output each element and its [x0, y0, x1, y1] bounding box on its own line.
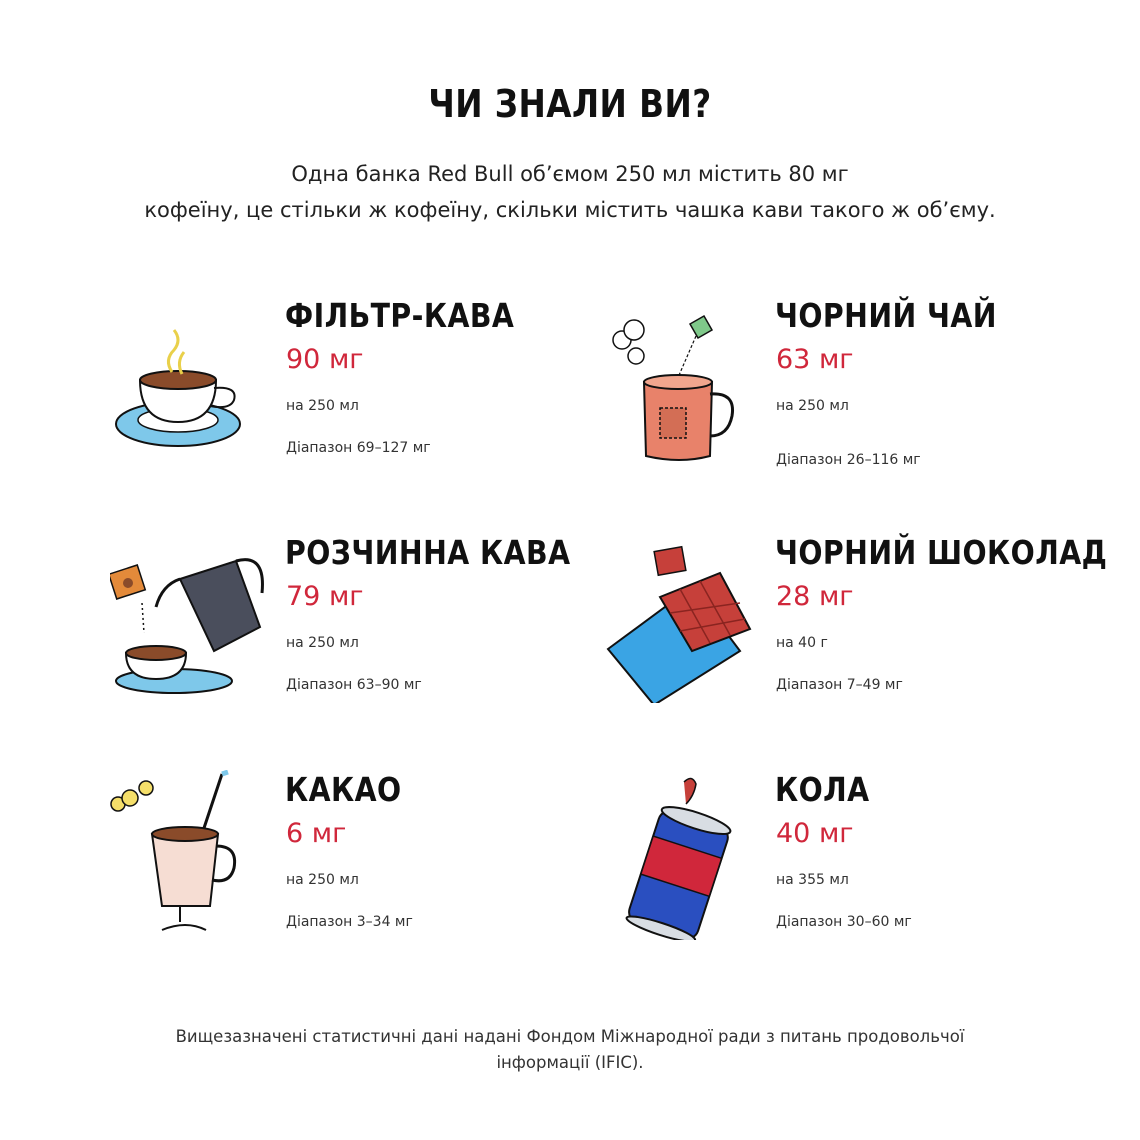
coffee-cup-icon — [110, 296, 280, 466]
cocoa-glass-icon — [110, 770, 280, 940]
item-name: ЧОРНИЙ ШОКОЛАД — [775, 533, 1108, 572]
item-amount: 63 мг — [776, 344, 854, 375]
page-title: ЧИ ЗНАЛИ ВИ? — [428, 82, 712, 126]
cola-can-icon — [600, 770, 770, 940]
item-serving: на 250 мл — [286, 635, 359, 651]
item-filter-coffee — [110, 296, 610, 506]
item-amount: 79 мг — [286, 581, 364, 612]
intro-line-1: Одна банка Red Bull об’ємом 250 мл містить 80 мг — [291, 162, 849, 186]
item-name: ЧОРНИЙ ЧАЙ — [775, 296, 997, 335]
item-serving: на 40 г — [776, 635, 828, 651]
item-amount: 28 мг — [776, 581, 854, 612]
item-black-tea — [600, 296, 1100, 506]
item-range: Діапазон 3–34 мг — [286, 914, 413, 930]
item-name: ФІЛЬТР-КАВА — [285, 296, 515, 335]
item-name: РОЗЧИННА КАВА — [285, 533, 571, 572]
item-cola — [600, 770, 1100, 980]
item-instant-coffee — [110, 533, 610, 743]
footnote-line-1: Вищезазначені статистичні дані надані Фондом Міжнародної ради з питань продовольчої — [175, 1027, 965, 1046]
item-amount: 6 мг — [286, 818, 347, 849]
item-serving: на 250 мл — [286, 872, 359, 888]
intro-text — [70, 156, 1070, 228]
item-range: Діапазон 63–90 мг — [286, 677, 422, 693]
item-name: КАКАО — [285, 770, 402, 809]
item-name: КОЛА — [775, 770, 870, 809]
item-range: Діапазон 26–116 мг — [776, 452, 921, 468]
item-serving: на 250 мл — [286, 398, 359, 414]
kettle-instant-coffee-icon — [110, 533, 280, 703]
item-amount: 90 мг — [286, 344, 364, 375]
item-cocoa — [110, 770, 610, 980]
item-serving: на 250 мл — [776, 398, 849, 414]
item-serving: на 355 мл — [776, 872, 849, 888]
intro-line-2: кофеїну, це стільки ж кофеїну, скільки містить чашка кави такого ж об’єму. — [144, 198, 996, 222]
item-amount: 40 мг — [776, 818, 854, 849]
footnote — [120, 1024, 1020, 1076]
item-range: Діапазон 69–127 мг — [286, 440, 431, 456]
item-dark-chocolate — [600, 533, 1108, 743]
item-range: Діапазон 30–60 мг — [776, 914, 912, 930]
chocolate-bar-icon — [600, 533, 770, 703]
footnote-line-2: інформації (IFIC). — [496, 1053, 644, 1072]
tea-mug-icon — [600, 296, 770, 466]
item-range: Діапазон 7–49 мг — [776, 677, 903, 693]
